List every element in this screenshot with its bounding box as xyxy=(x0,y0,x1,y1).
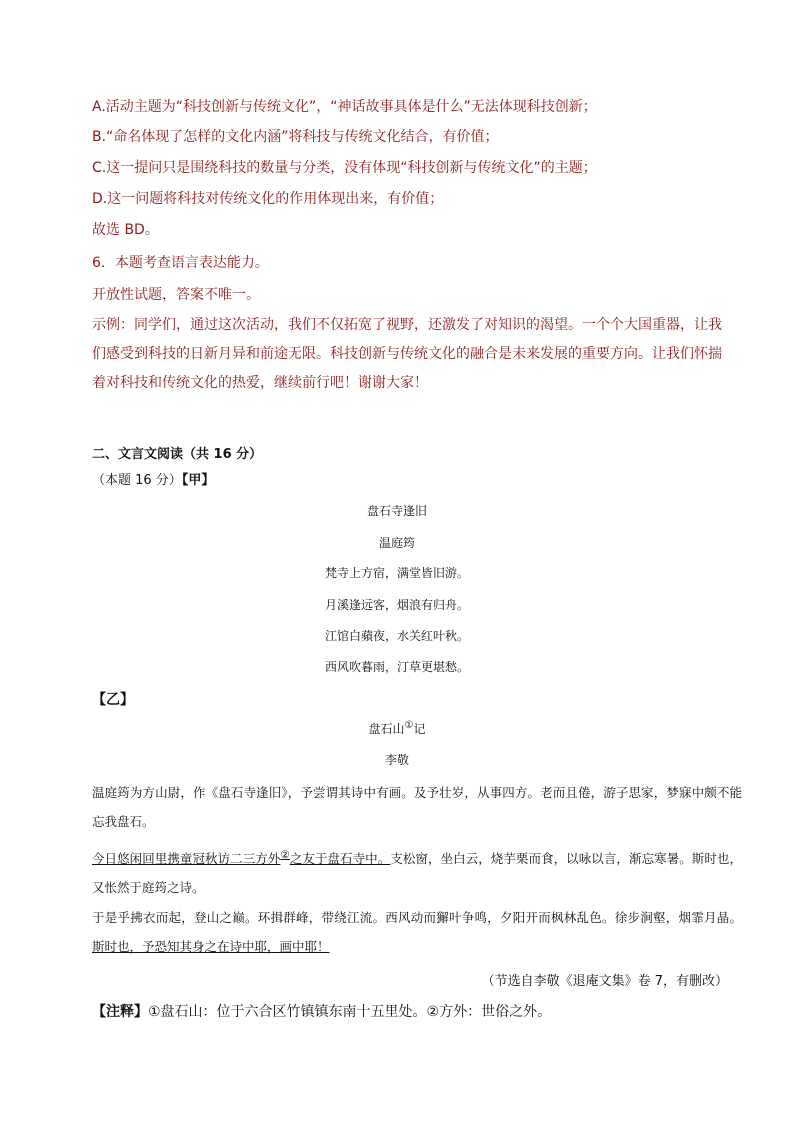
essay-title-text: 盘石山 xyxy=(368,722,405,736)
source-citation: （节选自李敬《退庵文集》卷 7，有删改） xyxy=(481,974,728,989)
essay-paragraph-1: 温庭筠为方山尉，作《盘石寺逢旧》，予尝谓其诗中有画。及予壮岁，从事四方。老而且倦，游子思家，梦寐中颇不能忘我盘石。 xyxy=(92,785,742,829)
footnote-mark: ① xyxy=(404,720,414,731)
section-subheading xyxy=(92,469,214,488)
answer-option-c: C.这一提问只是围绕科技的数量与分类，没有体现“科技创新与传统文化”的主题； xyxy=(92,160,597,176)
section-score: （本题 16 分） xyxy=(92,473,182,488)
essay-title-suffix: 记 xyxy=(413,722,426,736)
essay-paragraph-2 xyxy=(92,841,742,902)
paragraph-text: 于是乎拂衣而起，登山之巅。环揖群峰，带绕江流。西风动而獬叶争鸣，夕阳开而枫林乱色。徐步涧壑，烟霏月晶。 xyxy=(92,910,742,925)
poem-line: 梵寺上方宿，满堂皆旧游。 xyxy=(324,566,469,580)
annotation-text: ①盘石山：位于六合区竹镇镇东南十五里处。②方外：世俗之外。 xyxy=(148,1004,552,1020)
section-title: 二、文言文阅读（共 16 分） xyxy=(92,447,263,462)
essay-paragraph-3 xyxy=(92,903,742,961)
label-jia: 【甲】 xyxy=(181,473,215,488)
example-answer: 示例：同学们，通过这次活动，我们不仅拓宽了视野，还激发了对知识的渴望。一个个大国重器，让我们感受到科技的日新月异和前途无限。科技创新与传统文化的融合是未来发展的重要方向。让我们怀揣着对科技和传统文化的热爱，继续前行吧！谢谢大家！ xyxy=(92,317,722,391)
underlined-sentence: 之友于盘石寺中。 xyxy=(289,851,391,867)
underlined-sentence: 斯时也，予恐知其身之在诗中耶，画中耶！ xyxy=(92,939,330,954)
underlined-sentence: 今日悠闲回里携童冠秋访二三方外 xyxy=(92,851,281,867)
poem-line: 西风吹暮雨，汀草更堪愁。 xyxy=(324,660,469,674)
annotations xyxy=(92,1001,551,1021)
answer-option-b: B.“命名体现了怎样的文化内涵”将科技与传统文化结合，有价值； xyxy=(92,129,499,145)
poem-line: 月溪逢远客，烟浪有归舟。 xyxy=(324,598,469,612)
label-yi: 【乙】 xyxy=(92,692,134,708)
poem-line: 江馆白蘋夜，水关红叶秋。 xyxy=(324,629,469,643)
answer-option-d: D.这一问题将科技对传统文化的作用体现出来，有价值； xyxy=(92,191,444,207)
answer-option-a: A.活动主题为“科技创新与传统文化”，“神话故事具体是什么”无法体现科技创新； xyxy=(92,99,597,115)
open-question-note: 开放性试题，答案不唯一。 xyxy=(92,287,260,303)
annotation-label: 【注释】 xyxy=(92,1004,148,1020)
poem-title: 盘石寺逢旧 xyxy=(366,504,427,518)
question-6-heading: 6．本题考查语言表达能力。 xyxy=(92,255,269,271)
poem-author: 温庭筠 xyxy=(378,536,415,550)
footnote-mark: ② xyxy=(280,849,290,861)
essay-author: 李敬 xyxy=(384,753,409,767)
answer-choice: 故选 BD。 xyxy=(92,222,159,238)
paragraph-text: 支松窗，坐白云，烧芋栗而食，以咏以言，渐忘寒暑。斯时也，又怅然于庭筠之诗。 xyxy=(92,851,742,896)
essay-title xyxy=(0,720,794,737)
